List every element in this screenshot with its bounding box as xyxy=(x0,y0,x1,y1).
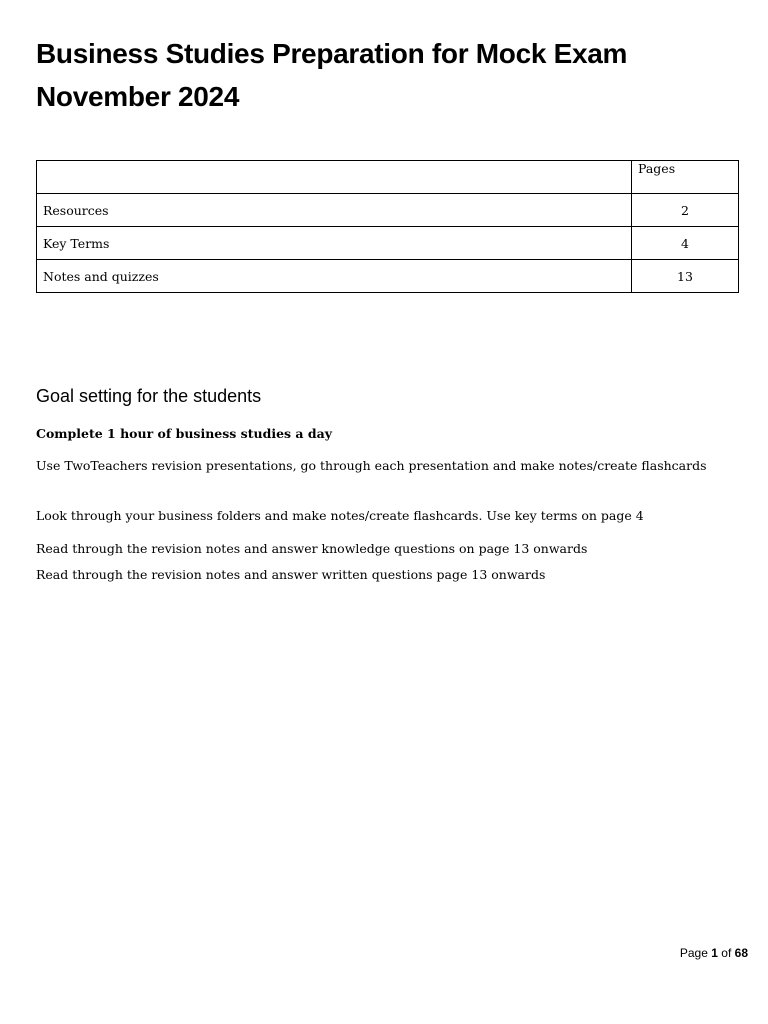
footer-total-pages: 68 xyxy=(734,946,748,960)
footer-current-page: 1 xyxy=(711,946,718,960)
goal-item: Complete 1 hour of business studies a day xyxy=(36,426,332,441)
header-pages-cell: Pages xyxy=(632,161,739,194)
contents-table xyxy=(36,160,739,293)
row-label: Notes and quizzes xyxy=(37,260,632,293)
row-page: 13 xyxy=(632,260,739,293)
row-label: Key Terms xyxy=(37,227,632,260)
header-label-cell xyxy=(37,161,632,194)
goals-heading: Goal setting for the students xyxy=(36,386,262,406)
goal-item: Read through the revision notes and answer knowledge questions on page 13 onwards xyxy=(36,541,588,556)
goal-item: Look through your business folders and make notes/create flashcards. Use key terms on page 4 xyxy=(36,508,644,523)
table-row xyxy=(37,194,739,227)
document-title xyxy=(36,32,736,118)
goal-item: Read through the revision notes and answer written questions page 13 onwards xyxy=(36,567,546,582)
table-row xyxy=(37,260,739,293)
title-line-2: November 2024 xyxy=(36,81,240,112)
footer-page-word: Page xyxy=(679,946,708,960)
row-page: 4 xyxy=(632,227,739,260)
row-page: 2 xyxy=(632,194,739,227)
footer-of-word: of xyxy=(721,946,732,960)
table-row xyxy=(37,227,739,260)
table-header-row xyxy=(37,161,739,194)
row-label: Resources xyxy=(37,194,632,227)
goal-item: Use TwoTeachers revision presentations, go through each presentation and make notes/create flashcards xyxy=(36,458,707,473)
title-line-1: Business Studies Preparation for Mock Exam xyxy=(36,38,628,69)
page-footer xyxy=(680,946,748,960)
